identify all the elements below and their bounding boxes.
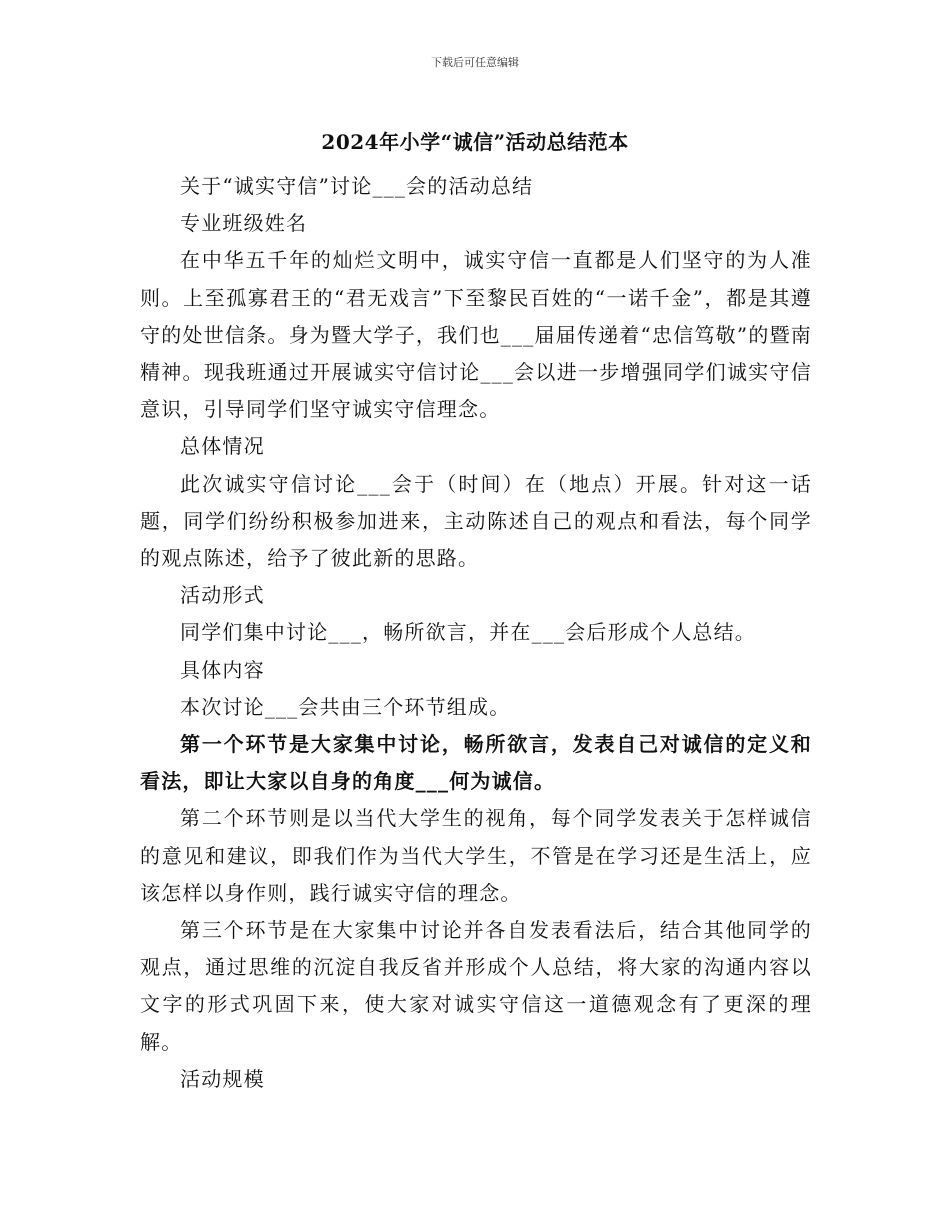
paragraph-bold: 第一个环节是大家集中讨论，畅所欲言，发表自己对诚信的定义和看法，即让大家以自身的角度___何为诚信。 bbox=[140, 732, 812, 794]
document-body bbox=[140, 168, 812, 1098]
document-title: 2024年小学“诚信”活动总结范本 bbox=[321, 130, 629, 154]
paragraph: 此次诚实守信讨论___会于（时间）在（地点）开展。针对这一话题，同学们纷纷积极参加进来，主动陈述自己的观点和看法，每个同学的观点陈述，给予了彼此新的思路。 bbox=[140, 471, 812, 571]
paragraph: 本次讨论___会共由三个环节组成。 bbox=[180, 694, 511, 719]
paragraph: 专业班级姓名 bbox=[180, 211, 308, 236]
paragraph: 关于“诚实守信”讨论___会的活动总结 bbox=[180, 174, 534, 198]
paragraph: 同学们集中讨论___，畅所欲言，并在___会后形成个人总结。 bbox=[180, 620, 756, 645]
paragraph: 在中华五千年的灿烂文明中，诚实守信一直都是人们坚守的为人准则。上至孤寡君王的“君无戏言”下至黎民百姓的“一诺千金”，都是其遵守的处世信条。身为暨大学子，我们也___届届传递着“忠信笃敬”的暨南精神。现我班通过开展诚实守信讨论___会以进一步增强同学们诚实守信意识，引导同学们坚守诚实守信理念。 bbox=[140, 248, 812, 422]
header-note: 下载后可任意编辑 bbox=[431, 56, 519, 69]
paragraph: 活动规模 bbox=[180, 1066, 265, 1091]
paragraph: 第二个环节则是以当代大学生的视角，每个同学发表关于怎样诚信的意见和建议，即我们作为当代大学生，不管是在学习还是生活上，应该怎样以身作则，践行诚实守信的理念。 bbox=[140, 806, 812, 905]
paragraph: 第三个环节是在大家集中讨论并各自发表看法后，结合其他同学的观点，通过思维的沉淀自我反省并形成个人总结，将大家的沟通内容以文字的形式巩固下来，使大家对诚实守信这一道德观念有了更深的理解。 bbox=[140, 918, 812, 1054]
paragraph: 总体情况 bbox=[180, 434, 265, 459]
paragraph: 具体内容 bbox=[180, 657, 265, 682]
paragraph: 活动形式 bbox=[180, 583, 265, 608]
